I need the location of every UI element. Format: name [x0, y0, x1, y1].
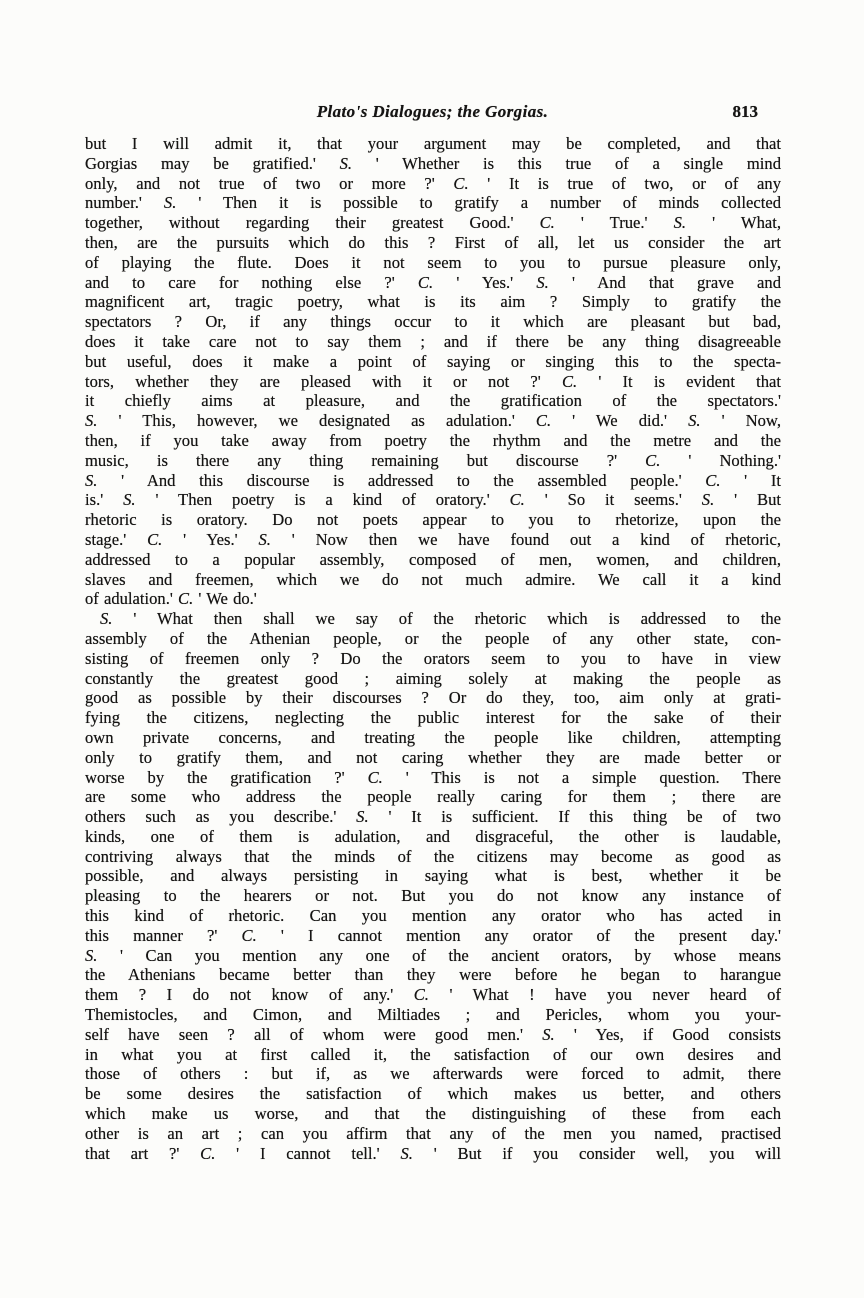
text-line: spectators ? Or, if any things occur to it which are pleasant but bad,	[85, 312, 781, 332]
text-line: that art ?' C. ' I cannot tell.' S. ' But if you consider well, you will	[85, 1143, 781, 1163]
body-text-column	[85, 134, 781, 1163]
text-line: magnificent art, tragic poetry, what is its aim ? Simply to gratify the	[85, 292, 781, 312]
text-line: and to care for nothing else ?' C. ' Yes.' S. ' And that grave and	[85, 272, 781, 292]
text-line: sisting of freemen only ? Do the orators seem to you to have in view	[85, 648, 781, 668]
text-line: S. ' Can you mention any one of the ancient orators, by whose means	[85, 945, 781, 965]
text-line: assembly of the Athenian people, or the people of any other state, con-	[85, 628, 781, 648]
text-line: fying the citizens, neglecting the public interest for the sake of their	[85, 708, 781, 728]
text-line: in what you at first called it, the satisfaction of our own desires and	[85, 1044, 781, 1064]
text-line: only, and not true of two or more ?' C. ' It is true of two, or of any	[85, 173, 781, 193]
text-line: of playing the flute. Does it not seem to you to pursue pleasure only,	[85, 252, 781, 272]
text-line: the Athenians became better than they were before he began to harangue	[85, 965, 781, 985]
text-line: those of others : but if, as we afterwards were forced to admit, there	[85, 1064, 781, 1084]
text-line: pleasing to the hearers or not. But you do not know any instance of	[85, 886, 781, 906]
text-line: are some who address the people really caring for them ; there are	[85, 787, 781, 807]
text-line: rhetoric is oratory. Do not poets appear to you to rhetorize, upon the	[85, 510, 781, 530]
text-line: possible, and always persisting in saying what is best, whether it be	[85, 866, 781, 886]
text-line: is.' S. ' Then poetry is a kind of oratory.' C. ' So it seems.' S. ' But	[85, 490, 782, 510]
page-number: 813	[732, 102, 758, 121]
text-line: own private concerns, and treating the people like children, attempting	[85, 727, 781, 747]
text-line: only to gratify them, and not caring whether they are made better or	[85, 747, 781, 767]
text-line: this manner ?' C. ' I cannot mention any orator of the present day.'	[85, 925, 781, 945]
text-line: be some desires the satisfaction of which makes us better, and others	[85, 1084, 781, 1104]
text-line: kinds, one of them is adulation, and disgraceful, the other is laudable,	[85, 826, 781, 846]
header-title: Plato's Dialogues; the Gorgias.	[316, 102, 549, 121]
text-line: then, if you take away from poetry the rhythm and the metre and the	[85, 430, 781, 450]
text-line: worse by the gratification ?' C. ' This is not a simple question. There	[85, 767, 782, 787]
paragraph	[85, 609, 781, 1163]
running-header	[85, 102, 780, 126]
text-line: addressed to a popular assembly, composed of men, women, and children,	[85, 549, 781, 569]
text-line: together, without regarding their greatest Good.' C. ' True.' S. ' What,	[85, 213, 781, 233]
text-line: but useful, does it make a point of saying or singing this to the specta-	[85, 351, 781, 371]
text-line: which make us worse, and that the distinguishing of these from each	[85, 1104, 781, 1124]
text-line: S. ' This, however, we designated as adulation.' C. ' We did.' S. ' Now,	[85, 411, 781, 431]
text-line: other is an art ; can you affirm that any of the men you named, practised	[85, 1123, 781, 1143]
text-line: constantly the greatest good ; aiming solely at making the people as	[85, 668, 781, 688]
text-line: does it take care not to say them ; and if there be any thing disagreeable	[85, 331, 781, 351]
text-line: good as possible by their discourses ? Or do they, too, aim only at grati-	[85, 688, 781, 708]
text-line: music, is there any thing remaining but discourse ?' C. ' Nothing.'	[85, 450, 781, 470]
text-line: self have seen ? all of whom were good men.' S. ' Yes, if Good consists	[85, 1024, 781, 1044]
text-line: number.' S. ' Then it is possible to gratify a number of minds collected	[85, 193, 781, 213]
text-line: S. ' What then shall we say of the rhetoric which is addressed to the	[100, 609, 781, 629]
text-line: then, are the pursuits which do this ? First of all, let us consider the art	[85, 232, 781, 252]
text-line: others such as you describe.' S. ' It is sufficient. If this thing be of two	[85, 807, 781, 827]
text-line: but I will admit it, that your argument may be completed, and that	[85, 134, 781, 153]
text-line: S. ' And this discourse is addressed to the assembled people.' C. ' It	[85, 470, 781, 490]
text-line: it chiefly aims at pleasure, and the gratification of the spectators.'	[85, 391, 781, 411]
text-line: contriving always that the minds of the citizens may become as good as	[85, 846, 781, 866]
paragraph	[85, 134, 781, 609]
text-line: of adulation.' C. ' We do.'	[85, 589, 257, 609]
text-line: this kind of rhetoric. Can you mention any orator who has acted in	[85, 906, 781, 926]
text-line: slaves and freemen, which we do not much admire. We call it a kind	[85, 569, 781, 589]
text-line: stage.' C. ' Yes.' S. ' Now then we have found out a kind of rhetoric,	[85, 529, 781, 549]
text-line: Themistocles, and Cimon, and Miltiades ; and Pericles, whom you your-	[85, 1005, 781, 1025]
text-line: tors, whether they are pleased with it or not ?' C. ' It is evident that	[85, 371, 781, 391]
text-line: Gorgias may be gratified.' S. ' Whether is this true of a single mind	[85, 153, 781, 173]
text-line: them ? I do not know of any.' C. ' What ! have you never heard of	[85, 985, 781, 1005]
